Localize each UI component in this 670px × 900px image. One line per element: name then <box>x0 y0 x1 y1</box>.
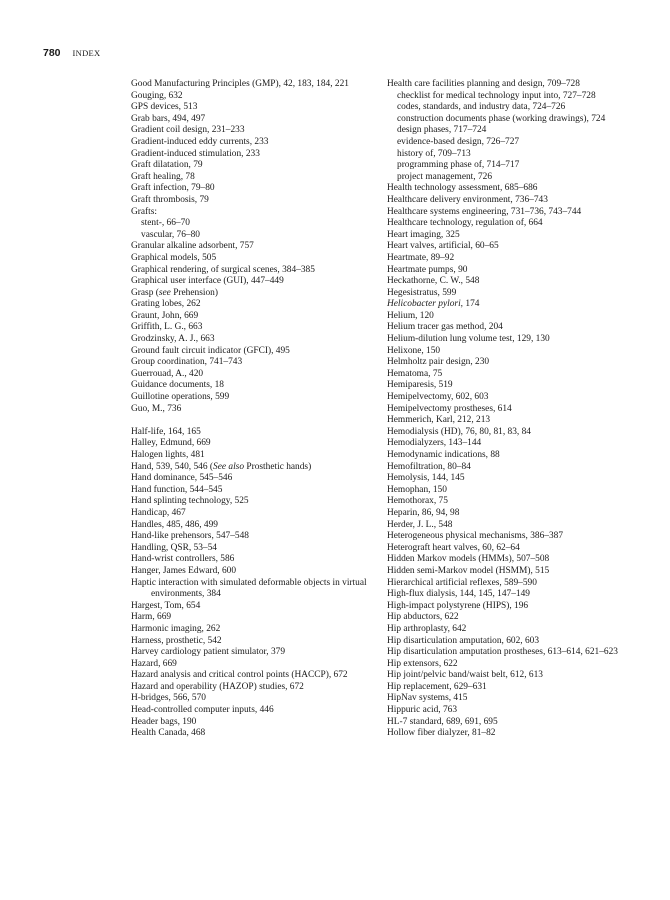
index-entry: Heartmate pumps, 90 <box>387 264 468 275</box>
index-entry: Herder, J. L., 548 <box>387 519 453 530</box>
index-entry: GPS devices, 513 <box>131 102 198 113</box>
index-entry: Gradient-induced eddy currents, 233 <box>131 136 269 147</box>
index-subentry: codes, standards, and industry data, 724–726 <box>397 102 566 113</box>
index-entry: HL-7 standard, 689, 691, 695 <box>387 716 498 727</box>
index-entry: Health care facilities planning and design, 709–728 <box>387 79 580 89</box>
index-entry: Guerrouad, A., 420 <box>131 368 204 379</box>
index-entry: Hidden semi-Markov model (HSMM), 515 <box>387 565 550 576</box>
index-entry: Helixone, 150 <box>387 345 441 356</box>
index-entry: Heterograft heart valves, 60, 62–64 <box>387 542 520 553</box>
index-entry: Graphical rendering, of surgical scenes, 384–385 <box>131 264 315 275</box>
index-entry: Good Manufacturing Principles (GMP), 42, 183, 184, 221 <box>131 79 349 89</box>
index-entry: Harm, 669 <box>131 612 172 623</box>
index-entry: Healthcare systems engineering, 731–736, 743–744 <box>387 206 582 217</box>
index-entry: Hegesistratus, 599 <box>387 287 457 298</box>
page-header <box>43 47 100 61</box>
running-head: INDEX <box>72 48 101 58</box>
index-subentry: programming phase of, 714–717 <box>397 160 520 171</box>
index-entry: Hand function, 544–545 <box>131 484 223 495</box>
index-entry: Ground fault circuit indicator (GFCI), 495 <box>131 345 290 356</box>
index-entry: Graft thrombosis, 79 <box>131 194 209 205</box>
index-entry: Hip arthroplasty, 642 <box>387 623 467 634</box>
italic-term: Helicobacter pylori, <box>387 299 464 310</box>
index-entry: Handles, 485, 486, 499 <box>131 519 218 530</box>
index-entry: Gouging, 632 <box>131 90 183 101</box>
index-entry: Helium-dilution lung volume test, 129, 130 <box>387 334 550 345</box>
index-subentry: history of, 709–713 <box>397 148 471 159</box>
index-entry: Hemodialyzers, 143–144 <box>387 438 482 449</box>
index-entry: Hemipelvectomy prostheses, 614 <box>387 403 512 414</box>
index-entry: Heart imaging, 325 <box>387 229 460 240</box>
index-entry: Hip disarticulation amputation, 602, 603 <box>387 635 540 646</box>
index-entry: Handling, QSR, 53–54 <box>131 542 217 553</box>
index-entry: Heckathorne, C. W., 548 <box>387 276 480 287</box>
index-entry: Health technology assessment, 685–686 <box>387 183 538 194</box>
index-entry: Halley, Edmund, 669 <box>131 438 211 449</box>
index-entry: Graphical models, 505 <box>131 252 217 263</box>
index-subentry: evidence-based design, 726–727 <box>397 136 520 147</box>
index-entry: Grasp (see Prehension) <box>131 287 218 298</box>
index-subentry: construction documents phase (working drawings), 724 <box>397 113 606 124</box>
index-entry: Hand dominance, 545–546 <box>131 473 233 484</box>
index-entry: Grafts: <box>131 206 158 217</box>
index-subentry: stent-, 66–70 <box>141 218 190 229</box>
index-entry: Haptic interaction with simulated deformable objects in virtual environments, 384 <box>131 577 367 600</box>
index-entry <box>387 299 655 311</box>
index-entry: Health Canada, 468 <box>131 728 206 739</box>
index-entry: Hollow fiber dialyzer, 81–82 <box>387 728 496 739</box>
entry-suffix: Prosthetic hands) <box>244 461 312 472</box>
index-entry: Graft dilatation, 79 <box>131 160 203 171</box>
index-entry: Guillotine operations, 599 <box>131 392 230 403</box>
index-entry: Hip abductors, 622 <box>387 612 459 623</box>
index-entry: Healthcare delivery environment, 736–743 <box>387 194 548 205</box>
entry-suffix: Prehension) <box>170 287 218 298</box>
italic-term: See also <box>213 461 245 472</box>
index-entry: Gradient coil design, 231–233 <box>131 125 245 136</box>
index-entry: Hip replacement, 629–631 <box>387 681 487 692</box>
index-entry: Hip joint/pelvic band/waist belt, 612, 613 <box>387 670 543 681</box>
index-entry: Hemophan, 150 <box>387 484 447 495</box>
index-entry: Healthcare technology, regulation of, 664 <box>387 218 543 229</box>
index-entry: Hip disarticulation amputation prostheses, 613–614, 621–623 <box>387 647 618 658</box>
index-entry: Grab bars, 494, 497 <box>131 113 206 124</box>
index-entry: Hand splinting technology, 525 <box>131 496 249 507</box>
index-entry: Header bags, 190 <box>131 716 197 727</box>
index-entry: Hazard, 669 <box>131 658 177 669</box>
index-column-right <box>387 79 655 740</box>
index-subentry: checklist for medical technology input into, 727–728 <box>397 90 596 101</box>
index-entry: Graphical user interface (GUI), 447–449 <box>131 276 284 287</box>
index-entry: Halogen lights, 481 <box>131 450 205 460</box>
index-entry: Hippuric acid, 763 <box>387 705 458 716</box>
index-entry: Hemiparesis, 519 <box>387 380 453 391</box>
index-entry: Hazard and operability (HAZOP) studies, 672 <box>131 681 304 692</box>
index-entry: Hemipelvectomy, 602, 603 <box>387 392 489 403</box>
index-entry: Hemmerich, Karl, 212, 213 <box>387 415 491 426</box>
index-entry: Hargest, Tom, 654 <box>131 600 201 611</box>
index-entry: Granular alkaline adsorbent, 757 <box>131 241 254 252</box>
index-entry: Guo, M., 736 <box>131 403 182 414</box>
index-entry: Heart valves, artificial, 60–65 <box>387 241 499 252</box>
index-entry: Hanger, James Edward, 600 <box>131 565 237 576</box>
index-entry: Grodzinsky, A. J., 663 <box>131 334 215 345</box>
index-entry: Griffith, L. G., 663 <box>131 322 203 333</box>
index-subentry: vascular, 76–80 <box>141 229 200 240</box>
index-entry: Hierarchical artificial reflexes, 589–590 <box>387 577 537 588</box>
index-entry: Hemofiltration, 80–84 <box>387 461 471 472</box>
index-entry: Helium, 120 <box>387 310 434 321</box>
index-entry: Grating lobes, 262 <box>131 299 201 310</box>
index-entry: High-impact polystyrene (HIPS), 196 <box>387 600 529 611</box>
index-entry: Hemothorax, 75 <box>387 496 448 507</box>
index-entry: High-flux dialysis, 144, 145, 147–149 <box>387 589 530 600</box>
index-entry: Harness, prosthetic, 542 <box>131 635 222 646</box>
index-entry: Graunt, John, 669 <box>131 310 199 321</box>
index-subentry: project management, 726 <box>397 171 493 182</box>
index-entry: Heartmate, 89–92 <box>387 252 455 263</box>
index-entry: Handicap, 467 <box>131 507 186 518</box>
index-entry: Hip extensors, 622 <box>387 658 458 669</box>
index-entry: Helmholtz pair design, 230 <box>387 357 490 368</box>
page-number: 780 <box>43 47 61 59</box>
index-entry: Hemodialysis (HD), 76, 80, 81, 83, 84 <box>387 426 531 437</box>
index-entry: Hand, 539, 540, 546 (See also Prosthetic hands) <box>131 461 312 472</box>
index-entry: Hand-wrist controllers, 586 <box>131 554 235 565</box>
entry-suffix: 174 <box>463 299 480 310</box>
index-entry: Graft infection, 79–80 <box>131 183 215 194</box>
index-entry: Hemodynamic indications, 88 <box>387 450 500 460</box>
index-entry: H-bridges, 566, 570 <box>131 693 206 704</box>
index-entry: Gradient-induced stimulation, 233 <box>131 148 260 159</box>
index-entry: Half-life, 164, 165 <box>131 426 201 437</box>
index-entry: Hidden Markov models (HMMs), 507–508 <box>387 554 550 565</box>
index-entry: Harmonic imaging, 262 <box>131 623 221 634</box>
index-entry: Hemolysis, 144, 145 <box>387 473 465 484</box>
index-entry: Group coordination, 741–743 <box>131 357 243 368</box>
index-entry: Hazard analysis and critical control points (HACCP), 672 <box>131 670 348 681</box>
index-entry: Heterogeneous physical mechanisms, 386–387 <box>387 531 564 542</box>
index-entry: Guidance documents, 18 <box>131 380 224 391</box>
index-entry: Hand-like prehensors, 547–548 <box>131 531 249 542</box>
index-entry: Head-controlled computer inputs, 446 <box>131 705 274 716</box>
index-entry: Heparin, 86, 94, 98 <box>387 507 460 518</box>
index-entry: Helium tracer gas method, 204 <box>387 322 503 333</box>
index-entry: Hematoma, 75 <box>387 368 443 379</box>
italic-term: see <box>158 287 171 298</box>
index-entry: Graft healing, 78 <box>131 171 195 182</box>
index-subentry: design phases, 717–724 <box>397 125 487 136</box>
index-entry: HipNav systems, 415 <box>387 693 468 704</box>
index-column-left <box>131 79 371 740</box>
index-entry: Harvey cardiology patient simulator, 379 <box>131 647 286 658</box>
section-gap <box>131 415 371 427</box>
